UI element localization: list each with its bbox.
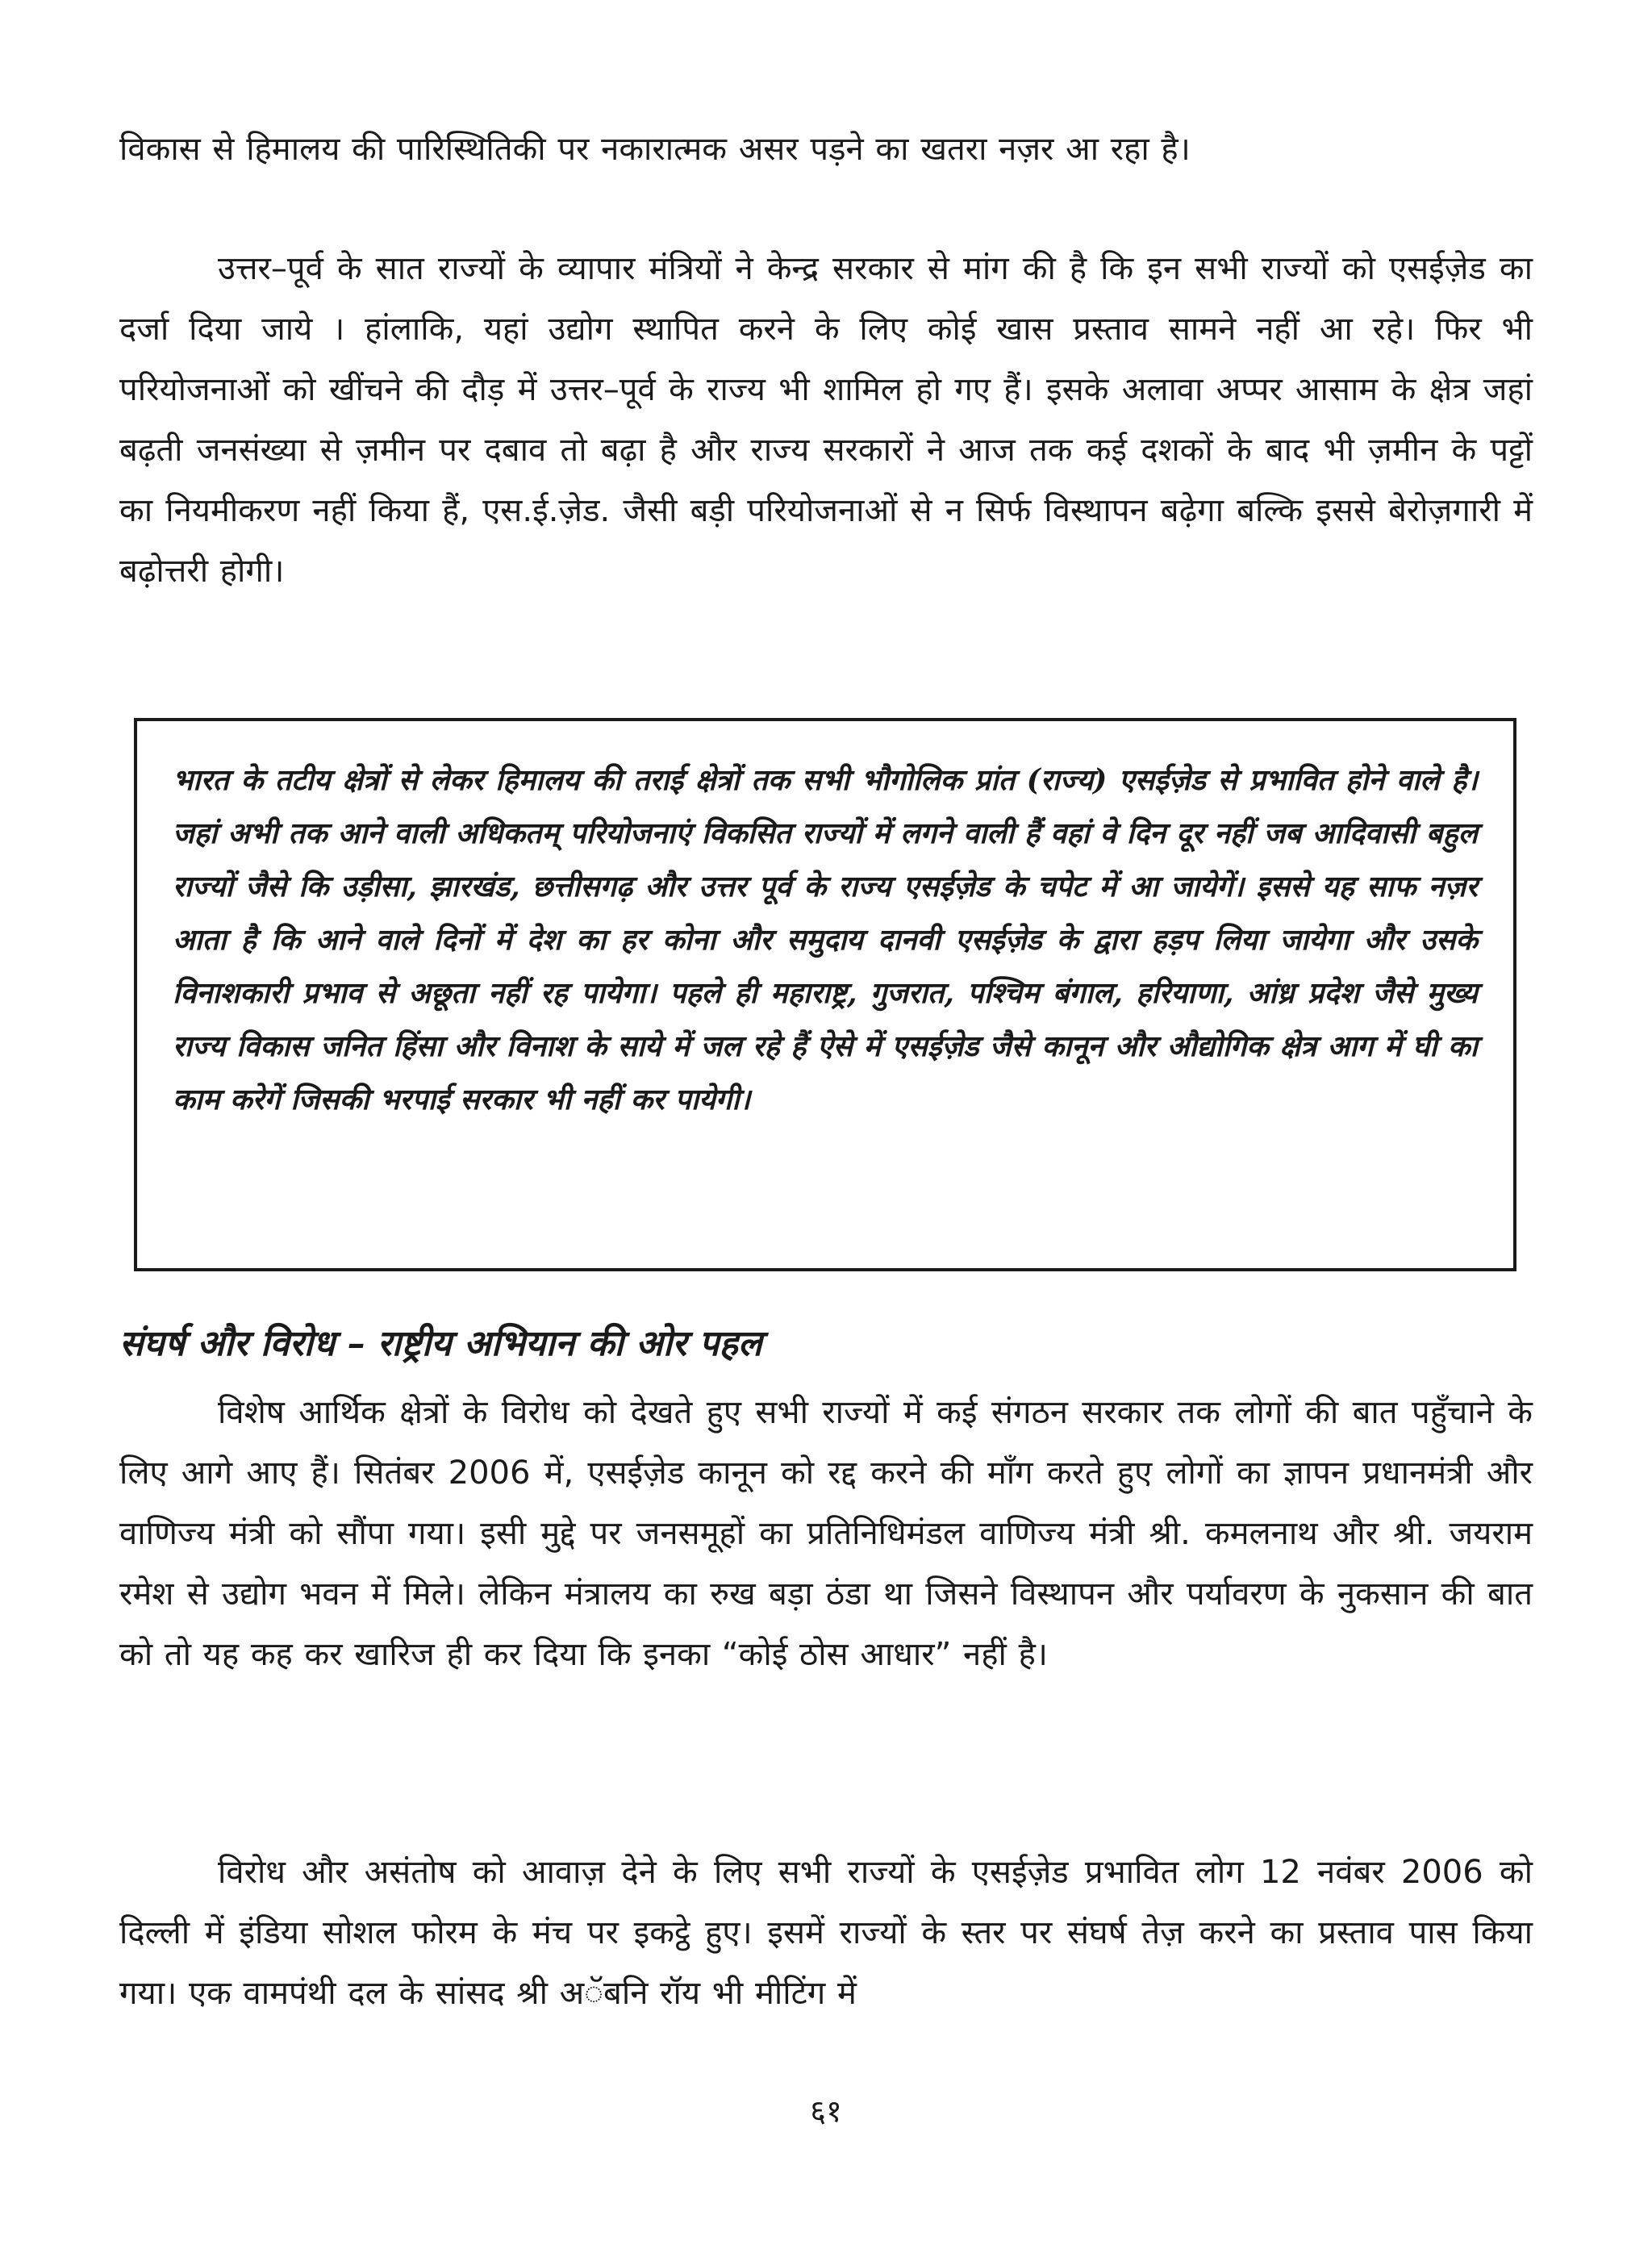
body-paragraph-1: उत्तर–पूर्व के सात राज्यों के व्यापार मंत्रियों ने केन्द्र सरकार से मांग की है कि इन सभी राज्यों को एसईज़ेड का दर्जा दिया जाये । हांलाकि, यहां उद्योग स्थापित करने के लिए कोई खास प्रस्ताव सामने नहीं आ रहे। फिर भी परियोजनाओं को खींचने की दौड़ में उत्तर–पूर्व के राज्य भी शामिल हो गए हैं। इसके अलावा अप्पर आसाम के क्षेत्र जहां बढ़ती जनसंख्या से ज़मीन पर दबाव तो बढ़ा है और राज्य सरकारों ने आज तक कई दशकों के बाद भी ज़मीन के पट्टों का नियमीकरण नहीं किया हैं, एस.ई.ज़ेड. जैसी बड़ी परियोजनाओं से न सिर्फ विस्थापन बढ़ेगा बल्कि इससे बेरोज़गारी में बढ़ोत्तरी होगी। (119, 250, 1533, 590)
page-number: ६१ (810, 2093, 842, 2129)
callout-box (134, 718, 1516, 1271)
section-heading: संघर्ष और विरोध – राष्ट्रीय अभियान की ओर पहल (119, 1323, 762, 1364)
continuation-text: विकास से हिमालय की पारिस्थितिकी पर नकारात्मक असर पड़ने का खतरा नज़र आ रहा है। (119, 131, 1191, 168)
body-paragraph-3: विरोध और असंतोष को आवाज़ देने के लिए सभी राज्यों के एसईज़ेड प्रभावित लोग 12 नवंबर 2006 को दिल्ली में इंडिया सोशल फोरम के मंच पर इकट्ठे हुए। इसमें राज्यों के स्तर पर संघर्ष तेज़ करने का प्रस्ताव पास किया गया। एक वामपंथी दल के सांसद श्री अॅबनि रॉय भी मीटिंग में (119, 1854, 1533, 2012)
body-paragraph-2: विशेष आर्थिक क्षेत्रों के विरोध को देखते हुए सभी राज्यों में कई संगठन सरकार तक लोगों की बात पहुँचाने के लिए आगे आए हैं। सितंबर 2006 में, एसईज़ेड कानून को रद्द करने की माँग करते हुए लोगों का ज्ञापन प्रधानमंत्री और वाणिज्य मंत्री को सौंपा गया। इसी मुद्दे पर जनसमूहों का प्रतिनिधिमंडल वाणिज्य मंत्री श्री. कमलनाथ और श्री. जयराम रमेश से उद्योग भवन में मिले। लेकिन मंत्रालय का रुख बड़ा ठंडा था जिसने विस्थापन और पर्यावरण के नुकसान की बात को तो यह कह कर खारिज ही कर दिया कि इनका “कोई ठोस आधार” नहीं है। (119, 1394, 1533, 1673)
document-page (119, 0, 1533, 2245)
callout-text: भारत के तटीय क्षेत्रों से लेकर हिमालय की तराई क्षेत्रों तक सभी भौगोलिक प्रांत (राज्य) एसईज़ेड से प्रभावित होने वाले है। जहां अभी तक आने वाली अधिकतम् परियोजनाएं विकसित राज्यों में लगने वाली हैं वहां वे दिन दूर नहीं जब आदिवासी बहुल राज्यों जैसे कि उड़ीसा, झारखंड, छत्तीसगढ़ और उत्तर पूर्व के राज्य एसईज़ेड के चपेट में आ जायेगें। इससे यह साफ नज़र आता है कि आने वाले दिनों में देश का हर कोना और समुदाय दानवी एसईज़ेड के द्वारा हड़प लिया जायेगा और उसके विनाशकारी प्रभाव से अछूता नहीं रह पायेगा। पहले ही महाराष्ट्र, गुजरात, पश्चिम बंगाल, हरियाणा, आंध्र प्रदेश जैसे मुख्य राज्य विकास जनित हिंसा और विनाश के साये में जल रहे हैं ऐसे में एसईज़ेड जैसे कानून और औद्योगिक क्षेत्र आग में घी का काम करेगें जिसकी भरपाई सरकार भी नहीं कर पायेगी। (173, 763, 1478, 1116)
